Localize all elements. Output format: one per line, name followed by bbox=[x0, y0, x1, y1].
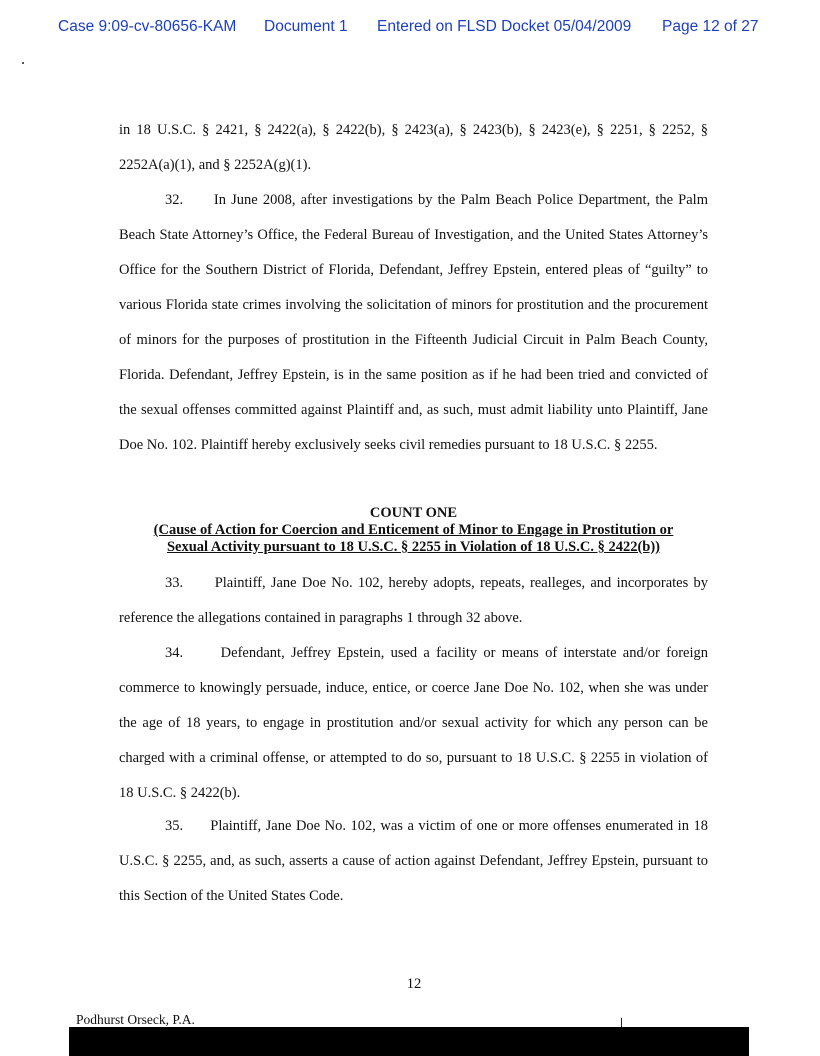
paragraph-35-text: 35. Plaintiff, Jane Doe No. 102, was a victim of one or more offenses enumerated in 18 U.S.C. § 2255, and, as such, asserts a cause of action against Defendant, Jeffrey Epstein, pursuant to this Section of the United States Code. bbox=[119, 818, 708, 904]
count-subtitle-line-2: Sexual Activity pursuant to 18 U.S.C. § 2255 in Violation of 18 U.S.C. § 2422(b)) bbox=[166, 539, 661, 555]
paragraph-32 bbox=[119, 183, 708, 463]
docket-header bbox=[0, 18, 820, 38]
page-number: 12 bbox=[406, 976, 422, 992]
count-title: COUNT ONE bbox=[369, 505, 458, 521]
page-of: Page 12 of 27 bbox=[662, 18, 759, 35]
paragraph-34 bbox=[119, 636, 708, 811]
paragraph-34-text: 34. Defendant, Jeffrey Epstein, used a facility or means of interstate and/or foreign commerce to knowingly persuade, induce, entice, or coerce Jane Doe No. 102, when she was under the age of 18 years, to engage in prostitution and/or sexual activity for which any person can be charged with a criminal offense, or attempted to do so, pursuant to 18 U.S.C. § 2255 in violation of 18 U.S.C. § 2422(b). bbox=[119, 645, 708, 801]
docket-entry: Entered on FLSD Docket 05/04/2009 bbox=[377, 18, 632, 35]
scan-mark bbox=[22, 62, 24, 64]
paragraph-35 bbox=[119, 809, 708, 914]
document-number: Document 1 bbox=[264, 18, 348, 35]
paragraph-33-text: 33. Plaintiff, Jane Doe No. 102, hereby adopts, repeats, realleges, and incorporates by reference the allegations contained in paragraphs 1 through 32 above. bbox=[119, 575, 708, 626]
paragraph-32-text: 32. In June 2008, after investigations by the Palm Beach Police Department, the Palm Beach State Attorney’s Office, the Federal Bureau of Investigation, and the United States Attorney’s Office for the Southern District of Florida, Defendant, Jeffrey Epstein, entered pleas of “guilty” to various Florida state crimes involving the solicitation of minors for prostitution and the procurement of minors for the purposes of prostitution in the Fifteenth Judicial Circuit in Palm Beach County, Florida. Defendant, Jeffrey Epstein, is in the same position as if he had been tried and convicted of the sexual offenses committed against Plaintiff and, as such, must admit liability unto Plaintiff, Jane Doe No. 102. Plaintiff hereby exclusively seeks civil remedies pursuant to 18 U.S.C. § 2255. bbox=[119, 192, 708, 453]
paragraph-continuation bbox=[119, 113, 708, 183]
redaction-bar bbox=[69, 1027, 749, 1056]
case-number: Case 9:09-cv-80656-KAM bbox=[58, 18, 237, 35]
paragraph-33 bbox=[119, 566, 708, 636]
firm-name: Podhurst Orseck, P.A. bbox=[76, 1012, 195, 1027]
count-subtitle-line-1: (Cause of Action for Coercion and Enticement of Minor to Engage in Prostitution or bbox=[153, 522, 674, 538]
count-heading bbox=[119, 505, 708, 556]
continuation-text: in 18 U.S.C. § 2421, § 2422(a), § 2422(b), § 2423(a), § 2423(b), § 2423(e), § 2251, § 2252, § 2252A(a)(1), and § 2252A(g)(1). bbox=[119, 122, 708, 173]
